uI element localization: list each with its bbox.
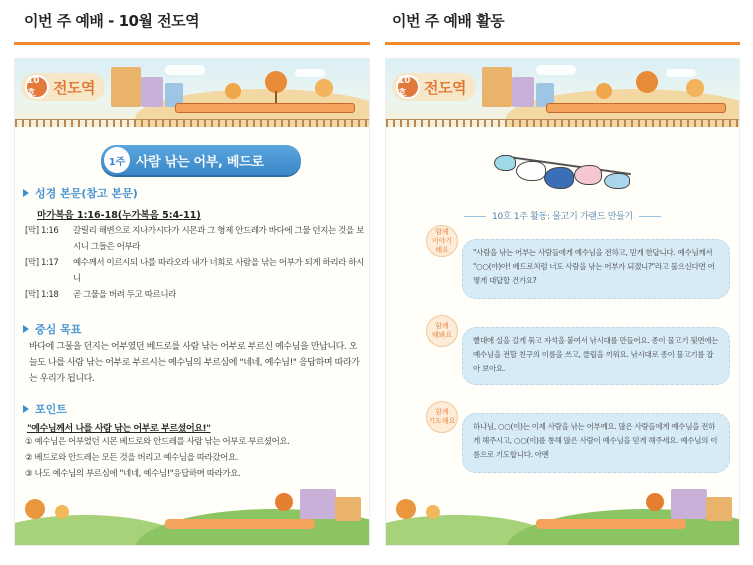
house-illustration — [512, 77, 534, 107]
cloud-illustration — [295, 69, 325, 77]
issue-badge — [392, 73, 476, 101]
point-header-label: 포인트 — [35, 403, 67, 416]
tree-illustration — [686, 79, 704, 97]
scripture-section-header — [23, 185, 138, 201]
tree-illustration — [426, 505, 440, 519]
talk-together-tag — [426, 225, 458, 257]
verse-ref: [막] 1:16 — [25, 226, 59, 236]
point-item: ① 예수님은 어부였던 시몬 베드로와 안드레를 사람 낚는 어부로 부르셨어요. — [25, 437, 290, 447]
tree-illustration — [636, 71, 658, 93]
tree-illustration — [275, 493, 293, 511]
left-page-heading: 이번 주 예배 - 10월 전도역 — [24, 12, 200, 30]
do-together-tag — [426, 315, 458, 347]
talk-together-bubble: "사람을 낚는 어부는 사람들에게 예수님을 전하고, 믿게 한답니다. 예수님께서 "○○(야)아! 베드로처럼 너도 사람을 낚는 어부가 되겠니?"라고 물으신다면 어떻게 대답할 건가요? — [462, 239, 730, 299]
week-badge: 1주 — [104, 147, 130, 173]
cloud-illustration — [536, 65, 576, 75]
triangle-bullet-icon — [23, 325, 29, 333]
point-section-header — [23, 401, 67, 417]
goal-text: 바다에 그물을 던지는 어부였던 베드로를 사람 낚는 어부로 부르신 예수님을 만납니다. 오늘도 나를 사람 낚는 어부로 부르시는 예수님의 부르심에 "네네, 예수님!" 응답하며 따라가는 우리가 됩니다. — [29, 342, 360, 384]
tag-line: 함께 — [435, 408, 449, 416]
fish-garland-illustration — [494, 151, 644, 199]
issue-name: 전도역 — [424, 78, 466, 97]
goal-header-label: 중심 목표 — [35, 323, 82, 336]
verse-ref: [막] 1:18 — [25, 290, 59, 300]
issue-number: 10호 — [25, 75, 49, 99]
verse-text: 예수께서 이르시되 나를 따라오라 내가 너희로 사람을 낚는 어부가 되게 하리라 하시니 — [73, 258, 364, 284]
title-dash — [464, 216, 486, 217]
left-heading-underline — [14, 42, 370, 45]
fish-icon — [604, 173, 630, 189]
tree-illustration — [646, 493, 664, 511]
house-illustration — [300, 489, 336, 519]
house-illustration — [111, 67, 141, 107]
do-together-bubble: 빨대에 실을 길게 묶고 자석을 붙여서 낚시대를 만들어요. 종이 물고기 뒷면에는 예수님을 전할 친구의 이름을 쓰고, 클립을 끼워요. 낚시대로 종이 물고기를 잡아 보아요. — [462, 327, 730, 385]
tree-illustration — [265, 71, 287, 93]
verse-row — [25, 287, 365, 303]
scripture-reference: 마가복음 1:16-18(누가복음 5:4-11) — [37, 210, 201, 221]
tree-illustration — [396, 499, 416, 519]
train-illustration — [536, 519, 686, 529]
train-illustration — [165, 519, 315, 529]
fence-illustration — [386, 119, 739, 127]
issue-number: 10호 — [396, 75, 420, 99]
tag-text — [432, 228, 452, 255]
goal-section-header — [23, 321, 81, 337]
lesson-page — [14, 58, 370, 546]
tag-line: 함께 — [435, 322, 449, 330]
cloud-illustration — [165, 65, 205, 75]
fish-icon — [574, 165, 602, 185]
title-dash — [639, 216, 661, 217]
pray-together-tag — [426, 401, 458, 433]
train-illustration — [175, 103, 355, 113]
verse-row — [25, 255, 365, 287]
fence-illustration — [15, 119, 369, 127]
issue-name: 전도역 — [53, 78, 95, 97]
scripture-header-label: 성경 본문(참고 본문) — [35, 187, 138, 200]
point-item: ③ 나도 예수님의 부르심에 "네네, 예수님!"응답하며 따라가요. — [25, 469, 241, 479]
tag-line: 함께 — [435, 227, 449, 236]
tag-line: 기도해요 — [428, 417, 456, 425]
tag-text — [432, 322, 452, 340]
verse-row — [25, 223, 365, 255]
point-item: ② 베드로와 안드레는 모든 것을 버리고 예수님을 따라갔어요. — [25, 453, 239, 463]
village-banner — [15, 59, 369, 127]
activity-page — [385, 58, 740, 546]
verse-ref: [막] 1:17 — [25, 258, 59, 268]
point-quote: "예수님께서 나를 사람 낚는 어부로 부르셨어요!" — [27, 424, 211, 434]
tree-illustration — [55, 505, 69, 519]
pray-together-bubble: 하나님, ○○(이)는 이제 사람을 낚는 어부예요. 많은 사람들에게 예수님을 전하게 해주시고, ○○(이)를 통해 많은 사람이 예수님을 믿게 해주세요. 예수님의 이름으로 기도합니다. 아멘 — [462, 413, 730, 473]
house-illustration — [671, 489, 707, 519]
train-illustration — [546, 103, 726, 113]
fish-icon — [494, 155, 516, 171]
activity-title — [386, 209, 739, 222]
tag-text — [428, 408, 455, 426]
issue-badge — [21, 73, 105, 101]
house-illustration — [706, 497, 732, 521]
house-illustration — [335, 497, 361, 521]
activity-title-text: 10호 1주 활동: 물고기 가랜드 만들기 — [492, 212, 633, 222]
tree-illustration — [596, 83, 612, 99]
tree-illustration — [25, 499, 45, 519]
tag-line: 이야기 — [431, 236, 453, 245]
village-banner — [386, 59, 739, 127]
right-page-heading: 이번 주 예배 활동 — [392, 12, 505, 30]
lesson-title-pill — [101, 145, 301, 175]
house-illustration — [141, 77, 163, 107]
triangle-bullet-icon — [23, 405, 29, 413]
triangle-bullet-icon — [23, 189, 29, 197]
tag-line: 해봐요 — [431, 331, 453, 339]
fish-icon — [544, 167, 574, 189]
verse-text: 갈릴리 해변으로 지나가시다가 시몬과 그 형제 안드레가 바다에 그물 던지는 것을 보시니 그들은 어부라 — [73, 226, 364, 252]
lesson-title: 사람 낚는 어부, 베드로 — [136, 154, 264, 170]
tag-line: 해요 — [435, 245, 449, 254]
bottom-landscape — [15, 485, 369, 545]
right-heading-underline — [385, 42, 740, 45]
house-illustration — [482, 67, 512, 107]
bottom-landscape — [386, 485, 739, 545]
fish-icon — [516, 161, 546, 181]
tree-illustration — [315, 79, 333, 97]
verse-text: 곧 그물을 버려 두고 따르니라 — [73, 290, 176, 300]
cloud-illustration — [666, 69, 696, 77]
tree-illustration — [225, 83, 241, 99]
